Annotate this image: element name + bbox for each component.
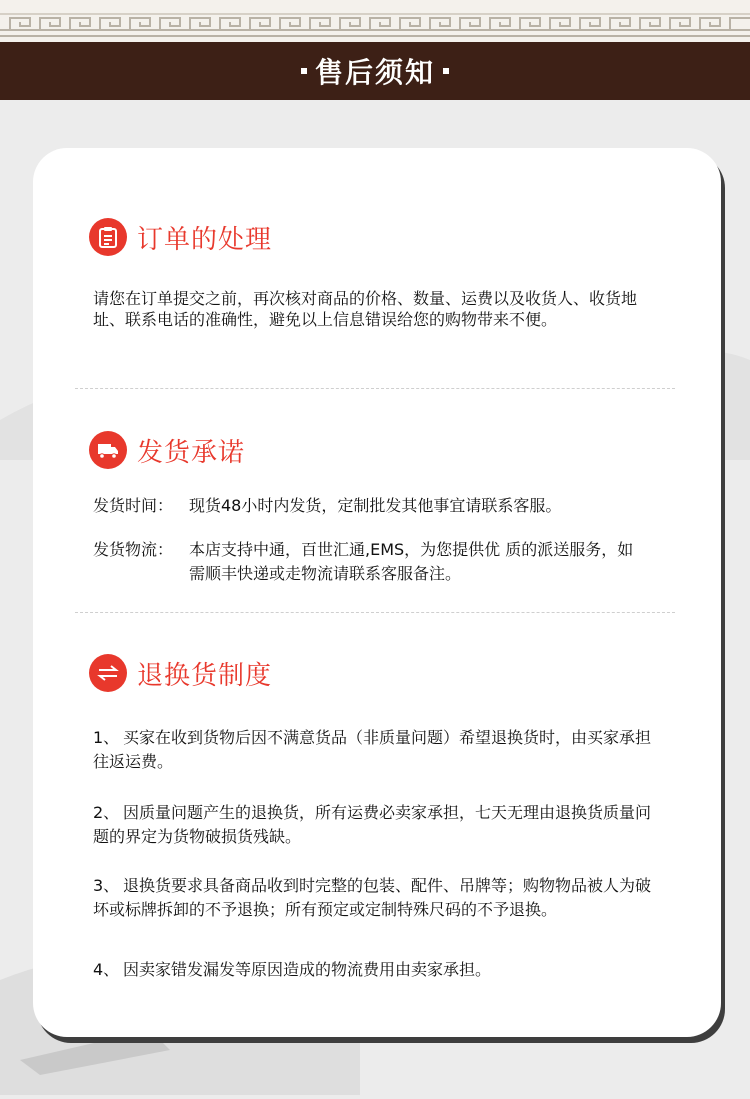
section-order-header bbox=[89, 218, 272, 256]
decorative-fret-border bbox=[0, 0, 750, 42]
section-divider bbox=[75, 612, 675, 613]
returns-item-number: 4、 bbox=[93, 960, 120, 979]
returns-item-number: 3、 bbox=[93, 876, 120, 895]
shipping-logistics-row bbox=[93, 538, 649, 586]
header-dot-left bbox=[301, 68, 307, 74]
section-returns-title: 退换货制度 bbox=[137, 660, 273, 691]
section-divider bbox=[75, 388, 675, 389]
returns-item bbox=[93, 874, 663, 922]
page-header bbox=[0, 42, 750, 100]
shipping-time-value: 现货48小时内发货，定制批发其他事宜请联系客服。 bbox=[189, 496, 562, 515]
returns-item-text: 因质量问题产生的退换货，所有运费必卖家承担，七天无理由退换货质量问题的界定为货物破损货残缺。 bbox=[93, 803, 652, 846]
shipping-time-row bbox=[93, 494, 649, 518]
returns-item bbox=[93, 726, 663, 774]
clipboard-icon bbox=[89, 218, 127, 256]
returns-item bbox=[93, 958, 663, 982]
returns-item-text: 买家在收到货物后因不满意货品（非质量问题）希望退换货时，由买家承担往返运费。 bbox=[93, 728, 652, 771]
header-dot-right bbox=[443, 68, 449, 74]
exchange-arrows-icon bbox=[89, 654, 127, 692]
section-shipping-header bbox=[89, 431, 245, 469]
returns-item-number: 1、 bbox=[93, 728, 120, 747]
section-order-text: 请您在订单提交之前，再次核对商品的价格、数量、运费以及收货人、收货地址、联系电话的准确性，避免以上信息错误给您的购物带来不便。 bbox=[93, 289, 638, 329]
shipping-logistics-value: 本店支持中通，百世汇通,EMS，为您提供优 质的派送服务，如需顺丰快递或走物流请联系客服备注。 bbox=[189, 540, 634, 583]
section-returns-header bbox=[89, 654, 272, 692]
shipping-logistics-label: 发货物流： bbox=[93, 540, 174, 559]
returns-item-number: 2、 bbox=[93, 803, 120, 822]
returns-item bbox=[93, 801, 663, 849]
section-shipping-title: 发货承诺 bbox=[137, 437, 246, 468]
section-order-title: 订单的处理 bbox=[137, 224, 273, 255]
returns-item-text: 因卖家错发漏发等原因造成的物流费用由卖家承担。 bbox=[123, 960, 492, 979]
after-sales-card bbox=[33, 148, 721, 1037]
shipping-time-label: 发货时间： bbox=[93, 496, 174, 515]
truck-icon bbox=[89, 431, 127, 469]
page-title: 售后须知 bbox=[314, 56, 435, 89]
returns-item-text: 退换货要求具备商品收到时完整的包装、配件、吊牌等；购物物品被人为破坏或标牌拆卸的不予退换；所有预定或定制特殊尺码的不予退换。 bbox=[93, 876, 652, 919]
